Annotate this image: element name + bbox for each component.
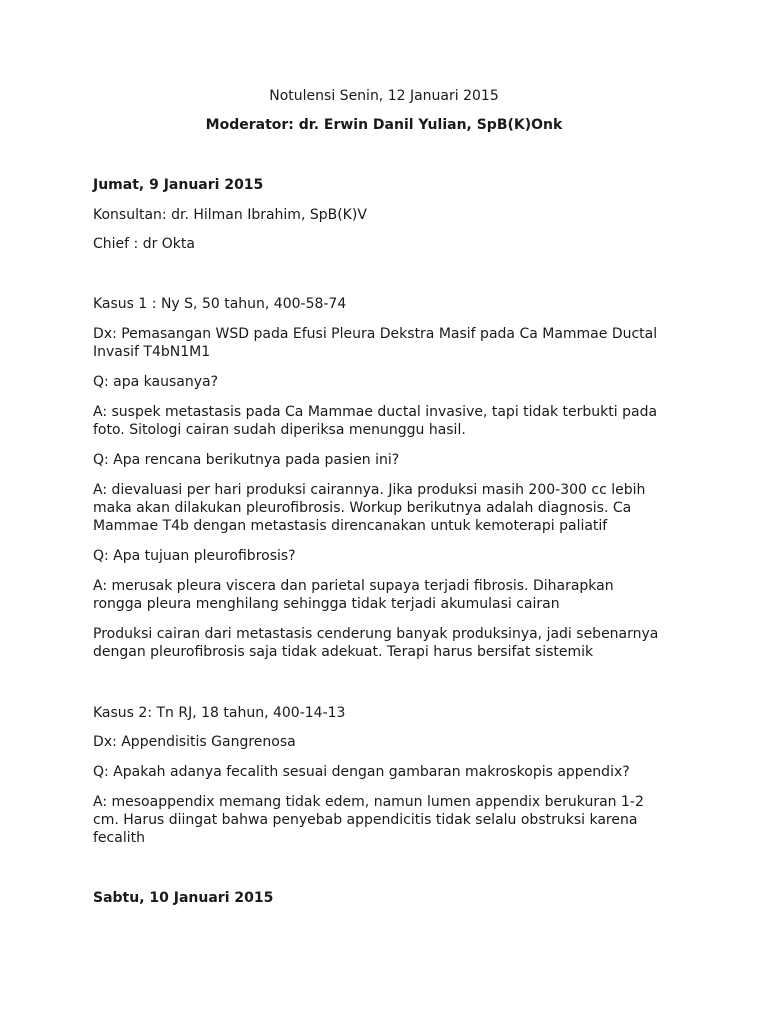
case-title: Kasus 2: Tn RJ, 18 tahun, 400-14-13: [93, 705, 346, 721]
note-line: dengan pleurofibrosis saja tidak adekuat. Terapi harus bersifat sistemik: [93, 644, 594, 660]
question-line: Q: Apa tujuan pleurofibrosis?: [93, 548, 296, 564]
answer-line: A: suspek metastasis pada Ca Mammae ductal invasive, tapi tidak terbukti pada: [93, 404, 658, 420]
day-heading: Sabtu, 10 Januari 2015: [93, 890, 274, 906]
document-title: Notulensi Senin, 12 Januari 2015: [269, 88, 499, 104]
question-line: Q: apa kausanya?: [93, 374, 219, 390]
answer-line: Mammae T4b dengan metastasis direncanakan untuk kemoterapi paliatif: [93, 518, 608, 534]
answer-line: maka akan dilakukan pleurofibrosis. Workup berikutnya adalah diagnosis. Ca: [93, 500, 632, 516]
answer-line: A: dievaluasi per hari produksi cairannya. Jika produksi masih 200-300 cc lebih: [93, 482, 646, 498]
question-line: Q: Apakah adanya fecalith sesuai dengan gambaran makroskopis appendix?: [93, 764, 630, 780]
moderator-line: Moderator: dr. Erwin Danil Yulian, SpB(K)Onk: [205, 117, 563, 133]
answer-line: foto. Sitologi cairan sudah diperiksa menunggu hasil.: [93, 422, 466, 438]
case-title: Kasus 1 : Ny S, 50 tahun, 400-58-74: [93, 296, 347, 312]
answer-line: rongga pleura menghilang sehingga tidak terjadi akumulasi cairan: [93, 596, 560, 612]
diagnosis-line: Dx: Pemasangan WSD pada Efusi Pleura Dekstra Masif pada Ca Mammae Ductal: [93, 326, 658, 342]
chief-line: Chief : dr Okta: [93, 236, 195, 252]
day-heading: Jumat, 9 Januari 2015: [93, 177, 264, 193]
answer-line: fecalith: [93, 830, 145, 846]
konsultan-line: Konsultan: dr. Hilman Ibrahim, SpB(K)V: [93, 207, 367, 223]
question-line: Q: Apa rencana berikutnya pada pasien ini?: [93, 452, 400, 468]
answer-line: cm. Harus diingat bahwa penyebab appendicitis tidak selalu obstruksi karena: [93, 812, 638, 828]
diagnosis-line: Dx: Appendisitis Gangrenosa: [93, 734, 296, 750]
note-line: Produksi cairan dari metastasis cenderung banyak produksinya, jadi sebenarnya: [93, 626, 659, 642]
answer-line: A: mesoappendix memang tidak edem, namun lumen appendix berukuran 1-2: [93, 794, 644, 810]
diagnosis-line: Invasif T4bN1M1: [93, 344, 211, 360]
answer-line: A: merusak pleura viscera dan parietal supaya terjadi fibrosis. Diharapkan: [93, 578, 614, 594]
